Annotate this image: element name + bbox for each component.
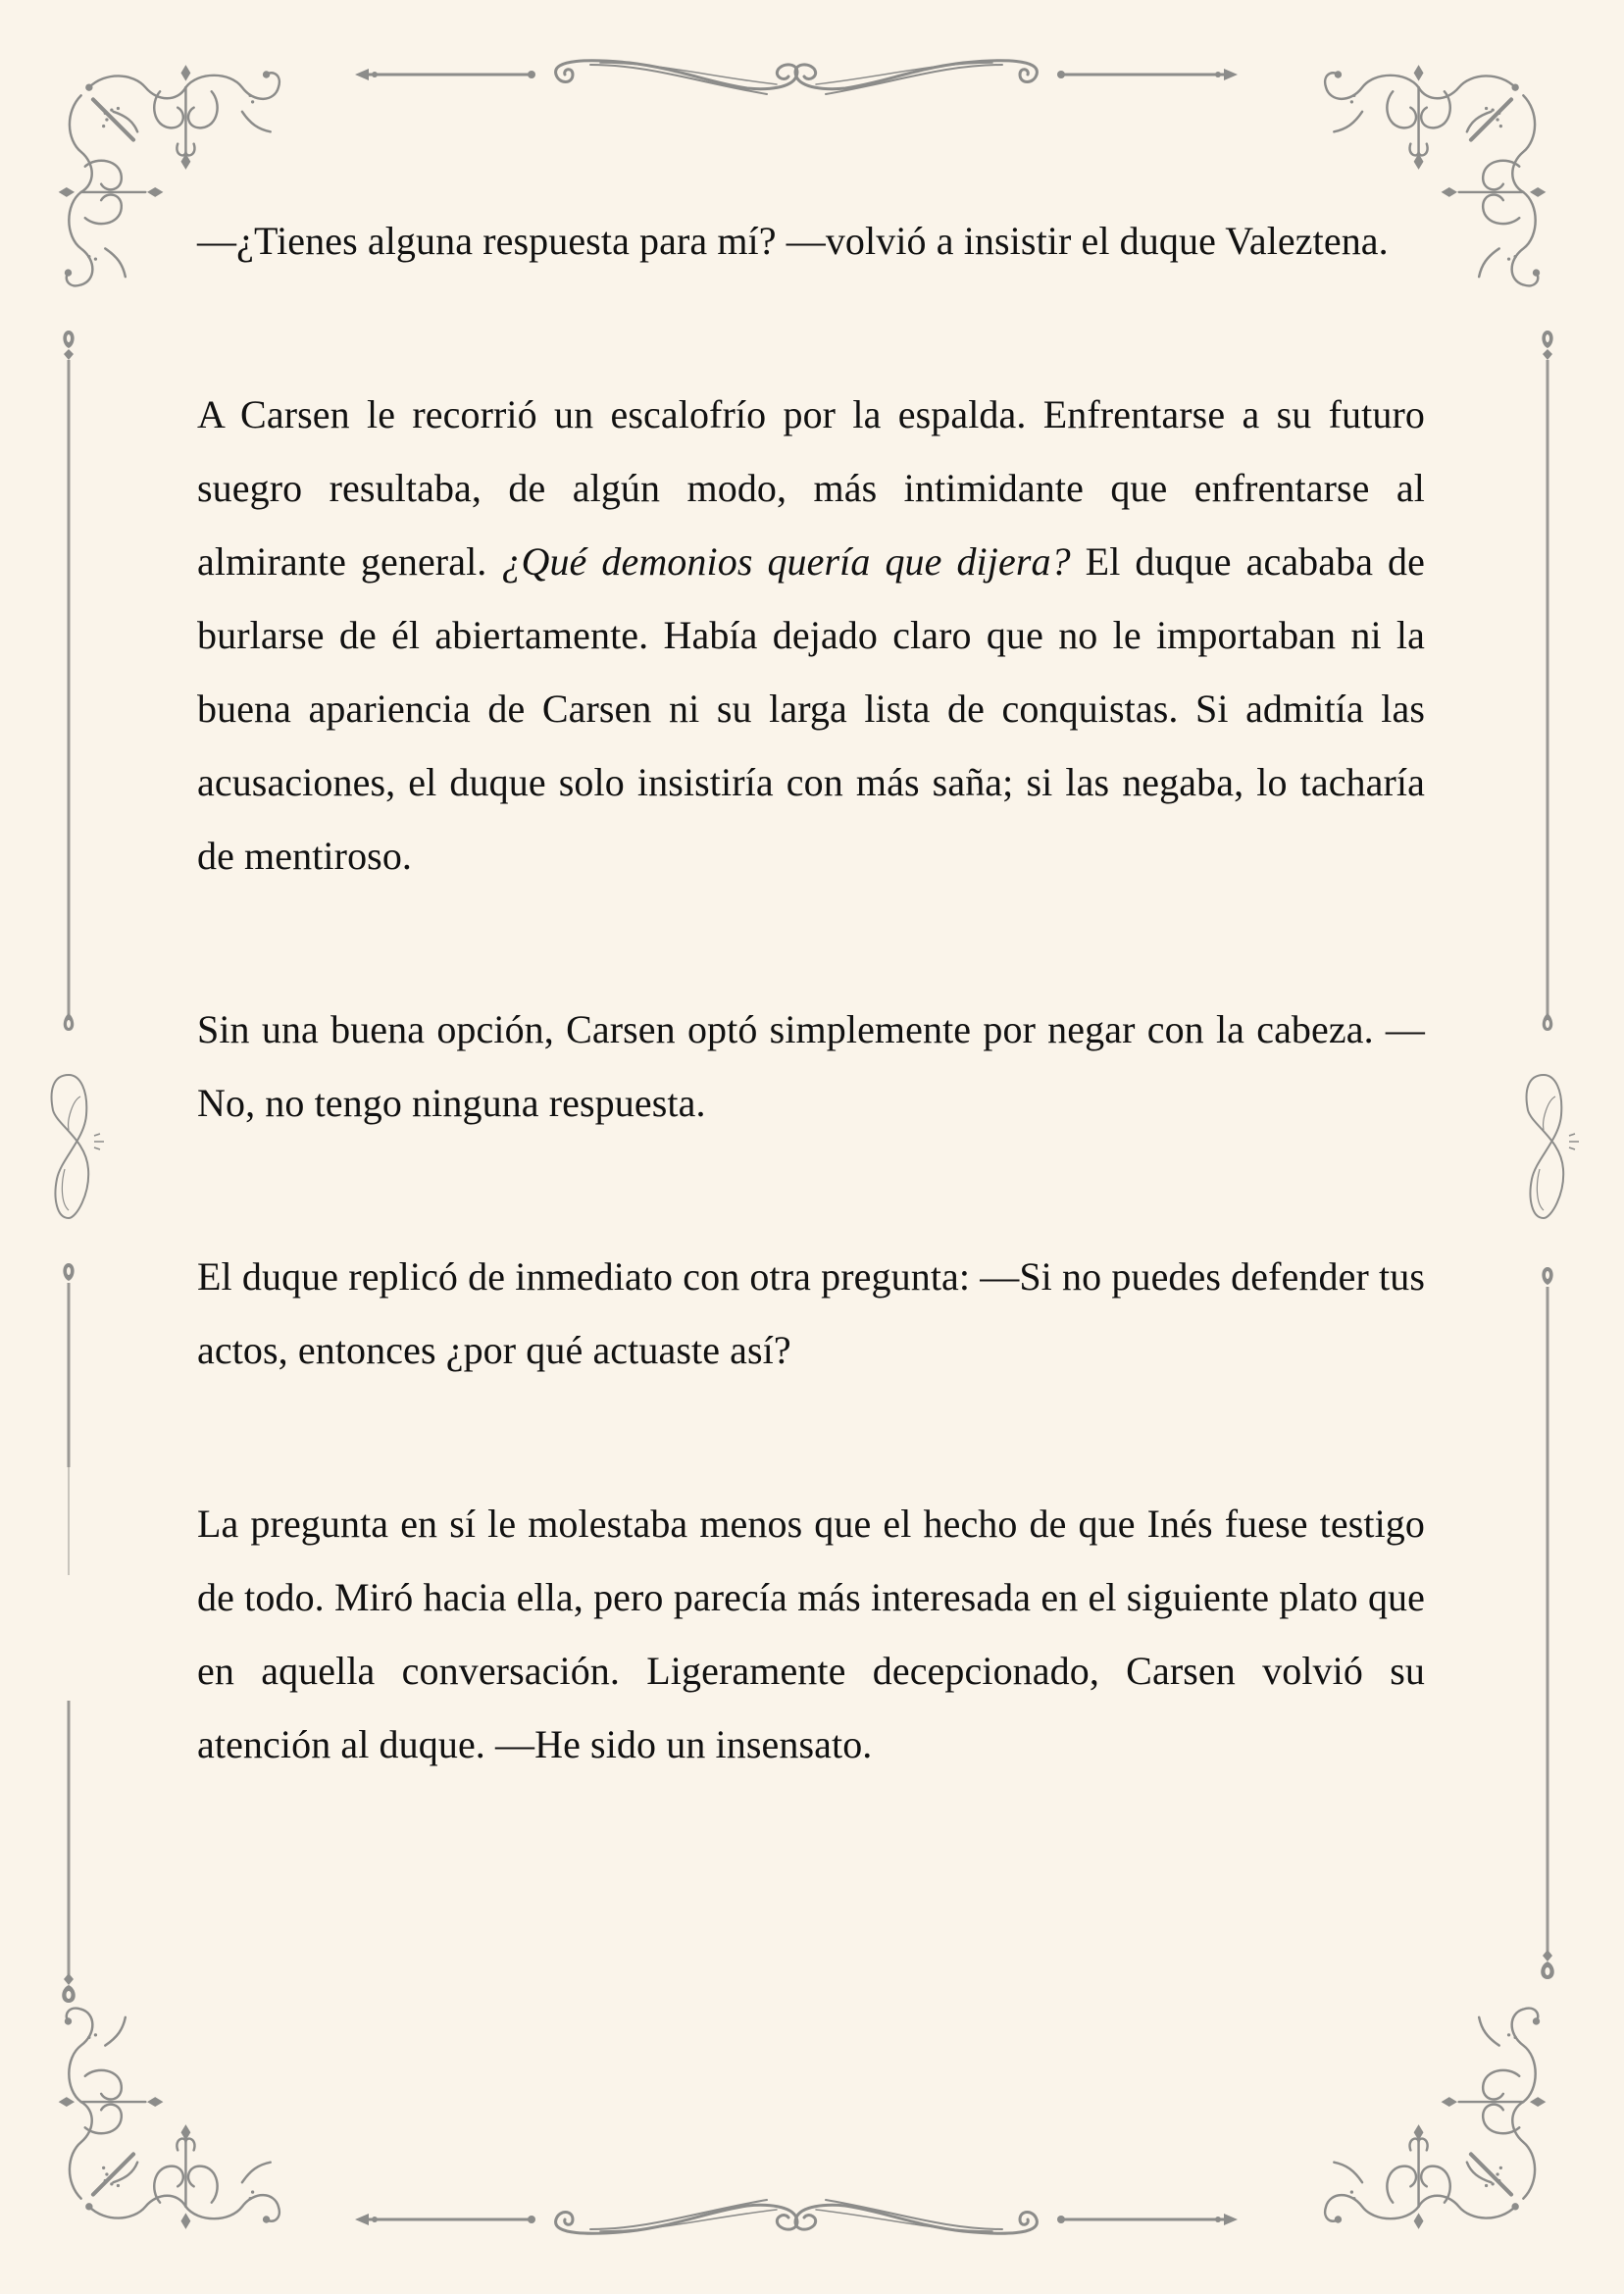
paragraph-2-italic-thought: ¿Qué demonios quería que dijera? <box>501 539 1071 584</box>
bottom-left-flourish-corner-icon <box>57 2003 282 2233</box>
paragraph-1 <box>197 204 1425 278</box>
paragraph-3-text: Sin una buena opción, Carsen optó simplemente por negar con la cabeza. —No, no tengo ninguna respuesta. <box>197 1007 1425 1125</box>
paragraph-1-text: —¿Tienes alguna respuesta para mí? —volvió a insistir el duque Valeztena. <box>197 219 1389 263</box>
paragraph-spacer <box>197 1387 1425 1487</box>
top-scroll-divider-icon <box>355 49 1238 100</box>
paragraph-2 <box>197 378 1425 892</box>
paragraph-3 <box>197 993 1425 1140</box>
right-upper-vertical-rule <box>1538 329 1557 1033</box>
chapter-body-text <box>197 204 1425 1781</box>
paragraph-2-text-part-1: A Carsen le recorrió un escalofrío por la espalda. Enfrentarse a su futuro suegro resultaba, de algún modo, más intimidante que enfrentarse al almirante general. <box>197 392 1425 584</box>
bottom-scroll-divider-icon <box>355 2194 1238 2245</box>
paragraph-spacer <box>197 892 1425 993</box>
paragraph-spacer <box>197 278 1425 378</box>
bottom-right-flourish-corner-icon <box>1322 2003 1548 2233</box>
paragraph-5 <box>197 1487 1425 1781</box>
left-figure-eight-knot-icon <box>47 1071 106 1223</box>
paragraph-4 <box>197 1240 1425 1387</box>
paragraph-2-text-part-2: El duque acababa de burlarse de él abiertamente. Había dejado claro que no le importaban ni la buena apariencia de Carsen ni su larga lista de conquistas. Si admitía las acusaciones, el duque solo insistiría con más saña; si las negaba, lo tacharía de mentiroso. <box>197 539 1425 878</box>
left-upper-vertical-rule <box>59 329 78 1033</box>
right-lower-vertical-rule <box>1538 1265 1557 1981</box>
left-lower-vertical-rule <box>59 1261 78 2007</box>
paragraph-4-text: El duque replicó de inmediato con otra pregunta: —Si no puedes defender tus actos, entonces ¿por qué actuaste así? <box>197 1254 1425 1372</box>
right-figure-eight-knot-icon <box>1522 1071 1581 1223</box>
paragraph-5-text: La pregunta en sí le molestaba menos que el hecho de que Inés fuese testigo de todo. Miró hacia ella, pero parecía más interesada en el siguiente plato que en aquella conversación. Ligeramente decepcionado, Carsen volvió su atención al duque. —He sido un insensato. <box>197 1502 1425 1766</box>
paragraph-spacer <box>197 1140 1425 1240</box>
